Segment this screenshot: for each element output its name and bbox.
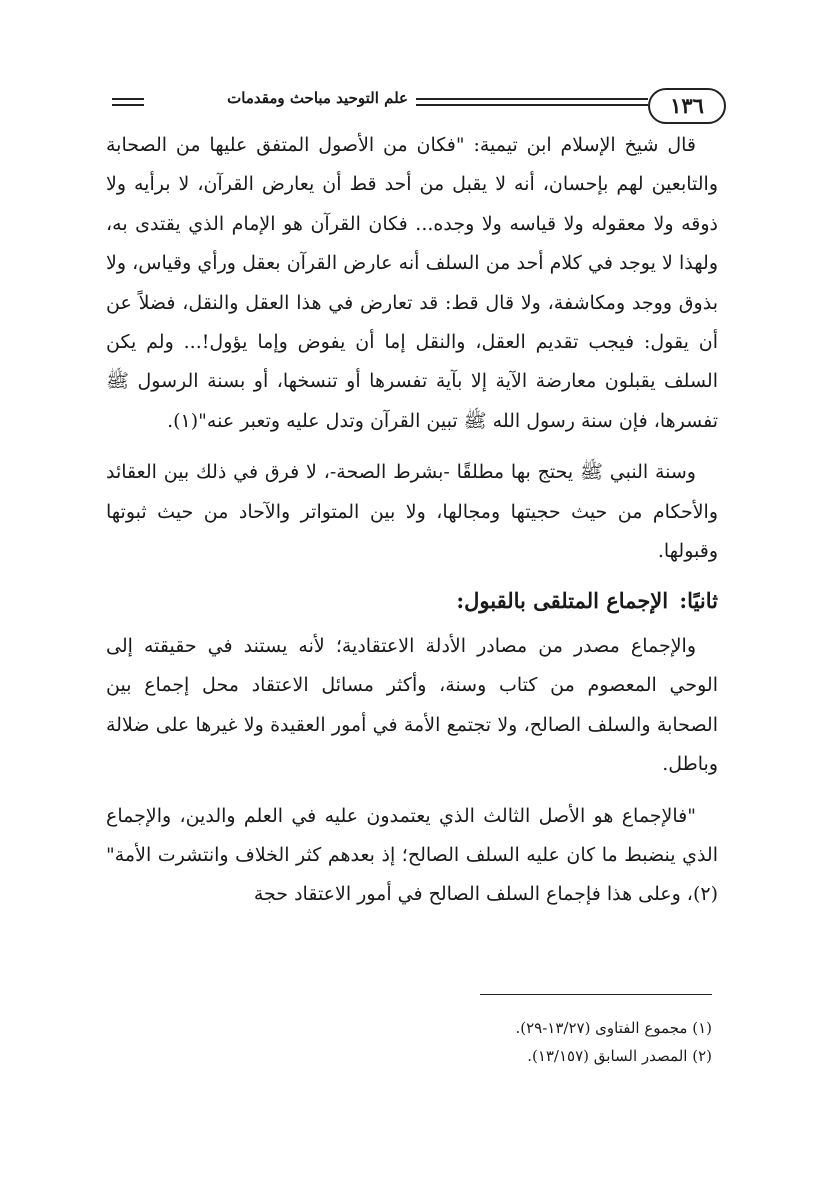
page-number: ١٣٦ bbox=[648, 88, 726, 124]
running-title: علم التوحيد مباحث ومقدمات bbox=[227, 89, 408, 107]
paragraph-ijma: والإجماع مصدر من مصادر الأدلة الاعتقادية؛ لأنه يستند في حقيقته إلى الوحي المعصوم من كتاب وسنة، وأكثر مسائل الاعتقاد محل إجماع بين الصحابة والسلف الصالح، ولا تجتمع الأمة في أمور العقيدة ولا غيرها على ضلالة وباطل. bbox=[106, 634, 718, 776]
footnote-2: (٢) المصدر السابق (١٣/١٥٧). bbox=[527, 1047, 712, 1065]
footnote-1: (١) مجموع الفتاوى (١٣/٢٧-٢٩). bbox=[515, 1019, 712, 1037]
section-number: ثانيًا: bbox=[679, 588, 718, 614]
section-title: الإجماع المتلقى بالقبول: bbox=[456, 588, 669, 614]
main-text bbox=[106, 126, 718, 915]
paragraph-quote-ibn-taymiyya: قال شيخ الإسلام ابن تيمية: "فكان من الأصول المتفق عليها من الصحابة والتابعين لهم بإحسان، أنه لا يقبل من أحد قط أن يعارض القرآن، لا برأيه ولا ذوقه ولا معقوله ولا قياسه ولا وجده... فكان القرآن هو الإمام الذي يقتدى به، ولهذا لا يوجد في كلام أحد من السلف أنه عارض القرآن بعقل ورأي وقياس، ولا بذوق ووجد ومكاشفة، ولا قال قط: قد تعارض في هذا العقل والنقل، فضلاً عن أن يقول: فيجب تقديم العقل، والنقل إما أن يفوض وإما يؤول!... ولم يكن السلف يقبلون معارضة الآية إلا بآية تفسرها أو تنسخها، أو بسنة الرسول ﷺ تفسرها، فإن سنة رسول الله ﷺ تبين القرآن وتدل عليه وتعبر عنه"(١). bbox=[106, 134, 718, 432]
section-heading bbox=[106, 581, 718, 620]
page-header bbox=[112, 86, 726, 126]
paragraph-ijma-quote: "فالإجماع هو الأصل الثالث الذي يعتمدون عليه في العلم والدين، والإجماع الذي ينضبط ما كان عليه السلف الصالح؛ إذ بعدهم كثر الخلاف وانتشرت الأمة"(٢)، وعلى هذا فإجماع السلف الصالح في أمور الاعتقاد حجة bbox=[106, 804, 718, 906]
footnote-separator bbox=[480, 994, 712, 995]
paragraph-sunnah: وسنة النبي ﷺ يحتج بها مطلقًا -بشرط الصحة-، لا فرق في ذلك بين العقائد والأحكام من حيث حجيتها ومجالها، ولا بين المتواتر والآحاد من حيث ثبوتها وقبولها. bbox=[106, 461, 718, 563]
header-rule-left bbox=[112, 98, 144, 106]
header-rule-right bbox=[416, 98, 648, 106]
footnotes bbox=[152, 1014, 712, 1070]
